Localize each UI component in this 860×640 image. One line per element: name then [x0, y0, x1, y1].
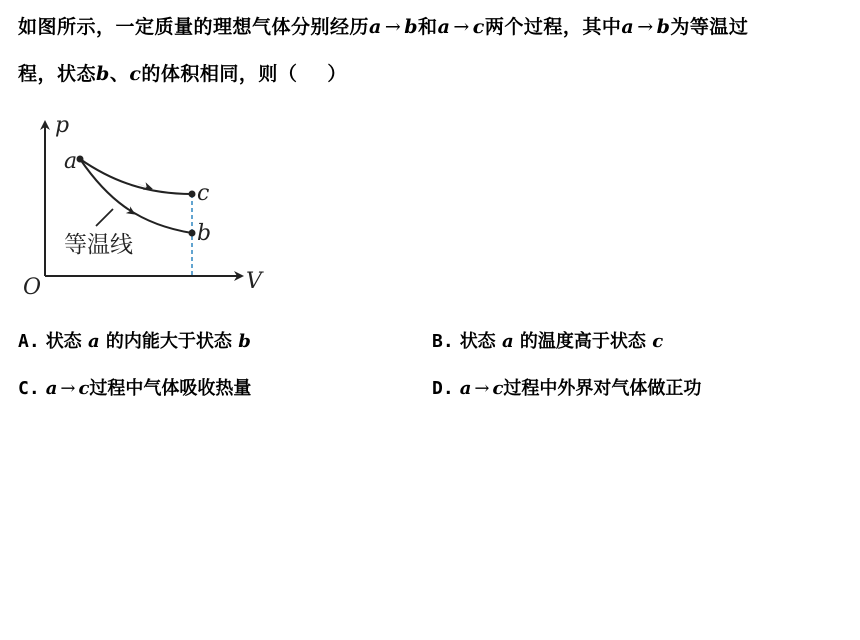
option-letter: C. [18, 378, 40, 399]
var-a: a [87, 331, 100, 352]
question-text: ） [327, 63, 347, 85]
option-text: 过程中气体吸收热量 [89, 378, 252, 399]
var-a: a [621, 16, 635, 38]
var-a: a [501, 331, 514, 352]
option-text: 的温度高于状态 [519, 331, 646, 352]
pv-diagram [18, 112, 278, 302]
question-text: 、 [109, 63, 130, 85]
curve-a-to-c [80, 159, 192, 194]
option-d[interactable] [432, 374, 701, 400]
option-c[interactable] [18, 374, 251, 400]
question-text: 的体积相同，则（ [141, 63, 298, 85]
var-c: c [78, 378, 90, 399]
question-text: 如图所示，一定质量的理想气体分别经历 [18, 16, 370, 38]
point-b-label: b [197, 221, 212, 246]
option-text: 状态 [45, 331, 82, 352]
point-c-label: c [197, 181, 210, 206]
point-a [77, 156, 84, 163]
var-c: c [492, 378, 504, 399]
y-axis-label: p [55, 113, 70, 138]
point-c [189, 191, 196, 198]
arrow-icon: → [453, 16, 470, 38]
arrow-icon: → [384, 16, 402, 38]
option-text: 状态 [459, 331, 496, 352]
option-text: 过程中外界对气体做正功 [503, 378, 702, 399]
var-b: b [96, 63, 110, 85]
arrow-icon: → [637, 16, 654, 38]
question-line-2 [18, 59, 347, 86]
arrow-icon: → [474, 378, 490, 399]
isotherm-label: 等温线 [64, 232, 133, 258]
point-b [189, 230, 196, 237]
question-text: 为等温过 [670, 16, 749, 38]
var-b: b [656, 16, 671, 38]
isotherm-arrow [122, 206, 133, 213]
var-a: a [45, 378, 58, 399]
var-c: c [652, 331, 664, 352]
arrow-icon: → [60, 378, 76, 399]
question-text: 两个过程，其中 [484, 16, 622, 38]
question-text: 和 [418, 16, 438, 38]
var-c: c [129, 63, 142, 85]
var-b: b [404, 16, 419, 38]
question-text: 程，状态 [18, 63, 97, 85]
option-text: 的内能大于状态 [105, 331, 232, 352]
var-b: b [238, 331, 251, 352]
label-pointer [96, 209, 113, 226]
option-a[interactable] [18, 327, 251, 353]
question-line-1 [18, 12, 748, 39]
var-a: a [369, 16, 382, 38]
option-letter: D. [432, 378, 454, 399]
option-letter: B. [432, 331, 454, 352]
option-b[interactable] [432, 327, 663, 353]
var-a: a [437, 16, 451, 38]
var-a: a [459, 378, 472, 399]
var-c: c [472, 16, 485, 38]
option-letter: A. [18, 331, 40, 352]
x-axis-label: V [246, 269, 262, 294]
origin-label: O [23, 275, 42, 300]
point-a-label: a [64, 149, 78, 174]
